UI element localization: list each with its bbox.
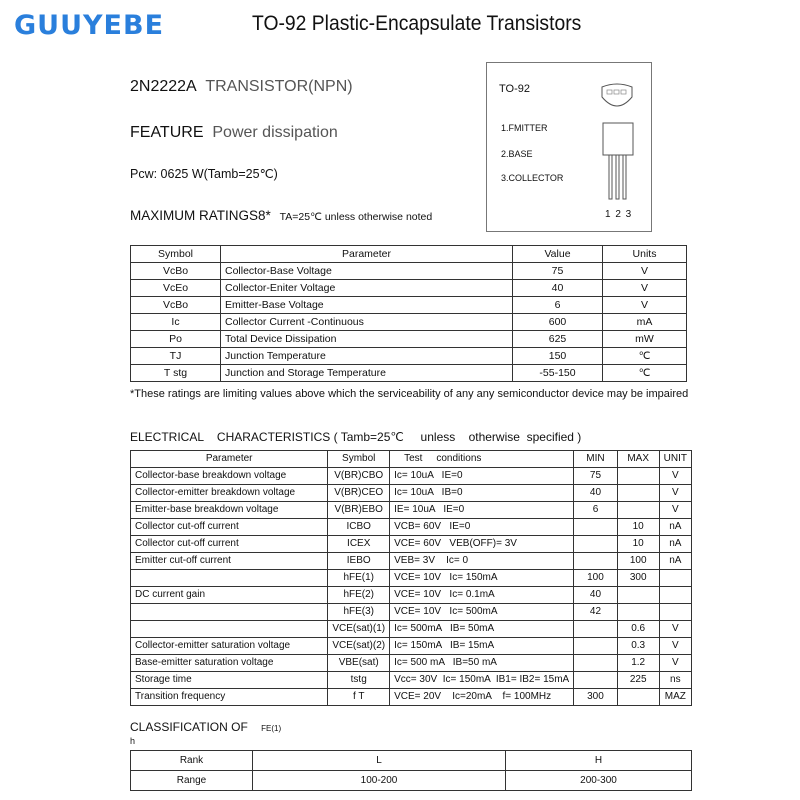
table-cell: nA (659, 553, 691, 570)
table-cell: hFE(3) (328, 604, 390, 621)
electrical-heading: ELECTRICAL CHARACTERISTICS ( Tamb=25℃ unless otherwise specified ) (130, 430, 582, 444)
pin-numbers: 1 2 3 (605, 209, 632, 220)
col-symbol: Symbol (131, 246, 221, 263)
table-cell: 10 (617, 536, 659, 553)
table-cell: VCE(sat)(1) (328, 621, 390, 638)
table-cell (131, 621, 328, 638)
table-cell: Collector-Eniter Voltage (221, 280, 513, 297)
table-cell: 200-300 (506, 771, 692, 791)
table-cell (574, 536, 617, 553)
table-row (131, 365, 687, 382)
table-header (131, 451, 692, 468)
table-cell: Base-emitter saturation voltage (131, 655, 328, 672)
feature-heading (130, 124, 338, 142)
feature-label: FEATURE (130, 124, 204, 141)
table-cell: ICBO (328, 519, 390, 536)
table-cell: 225 (617, 672, 659, 689)
table-cell: hFE(1) (328, 570, 390, 587)
table-cell: VcBo (131, 297, 221, 314)
col-units: Units (603, 246, 687, 263)
table-cell: hFE(2) (328, 587, 390, 604)
table-cell (659, 570, 691, 587)
table-cell: Ic= 150mA IB= 15mA (390, 638, 574, 655)
table-cell: Collector-emitter saturation voltage (131, 638, 328, 655)
table-cell: Collector-emitter breakdown voltage (131, 485, 328, 502)
package-diagram (486, 62, 652, 232)
table-cell: Collector Current -Continuous (221, 314, 513, 331)
table-cell: V (659, 638, 691, 655)
table-row (131, 672, 692, 689)
table-cell: 40 (513, 280, 603, 297)
table-header (131, 246, 687, 263)
table-row (131, 587, 692, 604)
table-cell: 40 (574, 485, 617, 502)
table-cell: Junction Temperature (221, 348, 513, 365)
col-min: MIN (574, 451, 617, 468)
table-row (131, 280, 687, 297)
table-row (131, 751, 692, 771)
table-cell (617, 485, 659, 502)
table-cell: VCE= 10V Ic= 150mA (390, 570, 574, 587)
table-cell (617, 502, 659, 519)
table-cell: V (659, 485, 691, 502)
table-cell: 150 (513, 348, 603, 365)
table-cell: Emitter-base breakdown voltage (131, 502, 328, 519)
col-symbol: Symbol (328, 451, 390, 468)
max-ratings-table (130, 245, 687, 382)
table-cell: 1.2 (617, 655, 659, 672)
table-row (131, 553, 692, 570)
table-cell (131, 570, 328, 587)
max-ratings-title: MAXIMUM RATINGS8* (130, 208, 271, 223)
table-cell: -55-150 (513, 365, 603, 382)
table-row (131, 655, 692, 672)
table-cell: VcBo (131, 263, 221, 280)
table-cell: V(BR)CEO (328, 485, 390, 502)
table-cell: V (659, 621, 691, 638)
table-row (131, 297, 687, 314)
table-cell: 600 (513, 314, 603, 331)
table-cell: MAZ (659, 689, 691, 706)
table-cell: 42 (574, 604, 617, 621)
table-cell: Emitter-Base Voltage (221, 297, 513, 314)
table-cell: 75 (513, 263, 603, 280)
table-cell: Collector cut-off current (131, 519, 328, 536)
table-cell: VCE= 20V Ic=20mA f= 100MHz (390, 689, 574, 706)
max-ratings-cond: TA=25℃ unless otherwise noted (279, 211, 433, 223)
table-cell (659, 604, 691, 621)
table-cell: Ic= 500 mA IB=50 mA (390, 655, 574, 672)
table-cell: Storage time (131, 672, 328, 689)
table-cell: 6 (513, 297, 603, 314)
brand-logo: GUUYEBE (14, 10, 165, 41)
table-cell (574, 519, 617, 536)
classification-heading (130, 720, 281, 736)
electrical-table (130, 450, 692, 706)
table-row (131, 689, 692, 706)
table-cell: 100 (574, 570, 617, 587)
table-cell: mW (603, 331, 687, 348)
table-cell: T stg (131, 365, 221, 382)
table-row (131, 536, 692, 553)
table-cell: 300 (617, 570, 659, 587)
table-cell: nA (659, 536, 691, 553)
to92-package-icon (597, 83, 645, 203)
table-cell: 300 (574, 689, 617, 706)
table-cell: DC current gain (131, 587, 328, 604)
table-cell: IEBO (328, 553, 390, 570)
table-row (131, 638, 692, 655)
table-cell: 0.6 (617, 621, 659, 638)
table-cell: 100 (617, 553, 659, 570)
table-cell: 75 (574, 468, 617, 485)
table-cell: Range (131, 771, 253, 791)
table-row (131, 348, 687, 365)
table-cell (617, 604, 659, 621)
table-cell: TJ (131, 348, 221, 365)
table-cell: Total Device Dissipation (221, 331, 513, 348)
table-cell: VCE= 60V VEB(OFF)= 3V (390, 536, 574, 553)
part-heading (130, 78, 353, 96)
table-cell: 6 (574, 502, 617, 519)
max-ratings-heading (130, 207, 432, 225)
table-cell: Vcc= 30V Ic= 150mA IB1= IB2= 15mA (390, 672, 574, 689)
table-cell: V(BR)CBO (328, 468, 390, 485)
part-type: TRANSISTOR(NPN) (205, 78, 353, 95)
table-cell: VBE(sat) (328, 655, 390, 672)
table-cell: V (659, 655, 691, 672)
table-cell: Ic (131, 314, 221, 331)
col-value: Value (513, 246, 603, 263)
classification-title: CLASSIFICATION OF (130, 720, 248, 734)
pcw-text: Pcw: 0625 W(Tamb=25℃) (130, 167, 278, 181)
table-cell: ICEX (328, 536, 390, 553)
table-cell (574, 621, 617, 638)
table-cell: V (659, 468, 691, 485)
table-row (131, 485, 692, 502)
ratings-note: *These ratings are limiting values above which the serviceability of any any semiconductor device may be impaired (130, 388, 689, 400)
table-cell: H (506, 751, 692, 771)
classification-table (130, 750, 692, 791)
table-row (131, 570, 692, 587)
table-cell (574, 553, 617, 570)
table-cell: Ic= 10uA IE=0 (390, 468, 574, 485)
table-cell: Collector cut-off current (131, 536, 328, 553)
pin-2-label: 2.BASE (501, 149, 533, 159)
table-cell: VCE= 10V Ic= 500mA (390, 604, 574, 621)
table-cell: tstg (328, 672, 390, 689)
table-cell: 100-200 (253, 771, 506, 791)
table-cell: nA (659, 519, 691, 536)
table-cell (574, 672, 617, 689)
table-cell (659, 587, 691, 604)
table-cell: V (603, 280, 687, 297)
table-cell: VcEo (131, 280, 221, 297)
classification-sub: FE(1) (261, 724, 282, 733)
table-cell: V (603, 297, 687, 314)
pin-3-label: 3.COLLECTOR (501, 173, 564, 183)
table-cell (574, 655, 617, 672)
feature-text: Power dissipation (212, 124, 338, 141)
table-cell: ℃ (603, 348, 687, 365)
table-row (131, 621, 692, 638)
col-max: MAX (617, 451, 659, 468)
col-test: Test conditions (390, 451, 574, 468)
table-row (131, 468, 692, 485)
table-cell: Po (131, 331, 221, 348)
table-cell: VCE(sat)(2) (328, 638, 390, 655)
table-cell: f T (328, 689, 390, 706)
table-cell: Collector-base breakdown voltage (131, 468, 328, 485)
table-cell: Rank (131, 751, 253, 771)
table-cell: L (253, 751, 506, 771)
table-cell (617, 587, 659, 604)
table-cell: Ic= 10uA IB=0 (390, 485, 574, 502)
table-cell (617, 468, 659, 485)
col-unit: UNIT (659, 451, 691, 468)
table-cell: V(BR)EBO (328, 502, 390, 519)
table-cell: Emitter cut-off current (131, 553, 328, 570)
table-cell: mA (603, 314, 687, 331)
table-cell: VCE= 10V Ic= 0.1mA (390, 587, 574, 604)
classification-h: h (130, 736, 136, 746)
table-cell: VCB= 60V IE=0 (390, 519, 574, 536)
table-cell: Collector-Base Voltage (221, 263, 513, 280)
col-parameter: Parameter (221, 246, 513, 263)
table-cell: Ic= 500mA IB= 50mA (390, 621, 574, 638)
table-row (131, 314, 687, 331)
page-title: TO-92 Plastic-Encapsulate Transistors (252, 12, 582, 35)
package-name: TO-92 (499, 83, 530, 95)
table-row (131, 331, 687, 348)
col-parameter: Parameter (131, 451, 328, 468)
table-cell (574, 638, 617, 655)
table-cell: Junction and Storage Temperature (221, 365, 513, 382)
table-cell: ℃ (603, 365, 687, 382)
table-cell: 10 (617, 519, 659, 536)
table-cell: VEB= 3V Ic= 0 (390, 553, 574, 570)
table-cell: V (659, 502, 691, 519)
table-row (131, 502, 692, 519)
table-cell (617, 689, 659, 706)
table-cell: 40 (574, 587, 617, 604)
table-row (131, 519, 692, 536)
table-cell: IE= 10uA IE=0 (390, 502, 574, 519)
part-number: 2N2222A (130, 78, 197, 95)
table-row (131, 604, 692, 621)
table-cell: Transition frequency (131, 689, 328, 706)
pin-1-label: 1.FMITTER (501, 123, 548, 133)
table-cell: 625 (513, 331, 603, 348)
table-cell: 0.3 (617, 638, 659, 655)
table-row (131, 263, 687, 280)
table-cell: ns (659, 672, 691, 689)
table-cell: V (603, 263, 687, 280)
table-cell (131, 604, 328, 621)
table-row (131, 771, 692, 791)
